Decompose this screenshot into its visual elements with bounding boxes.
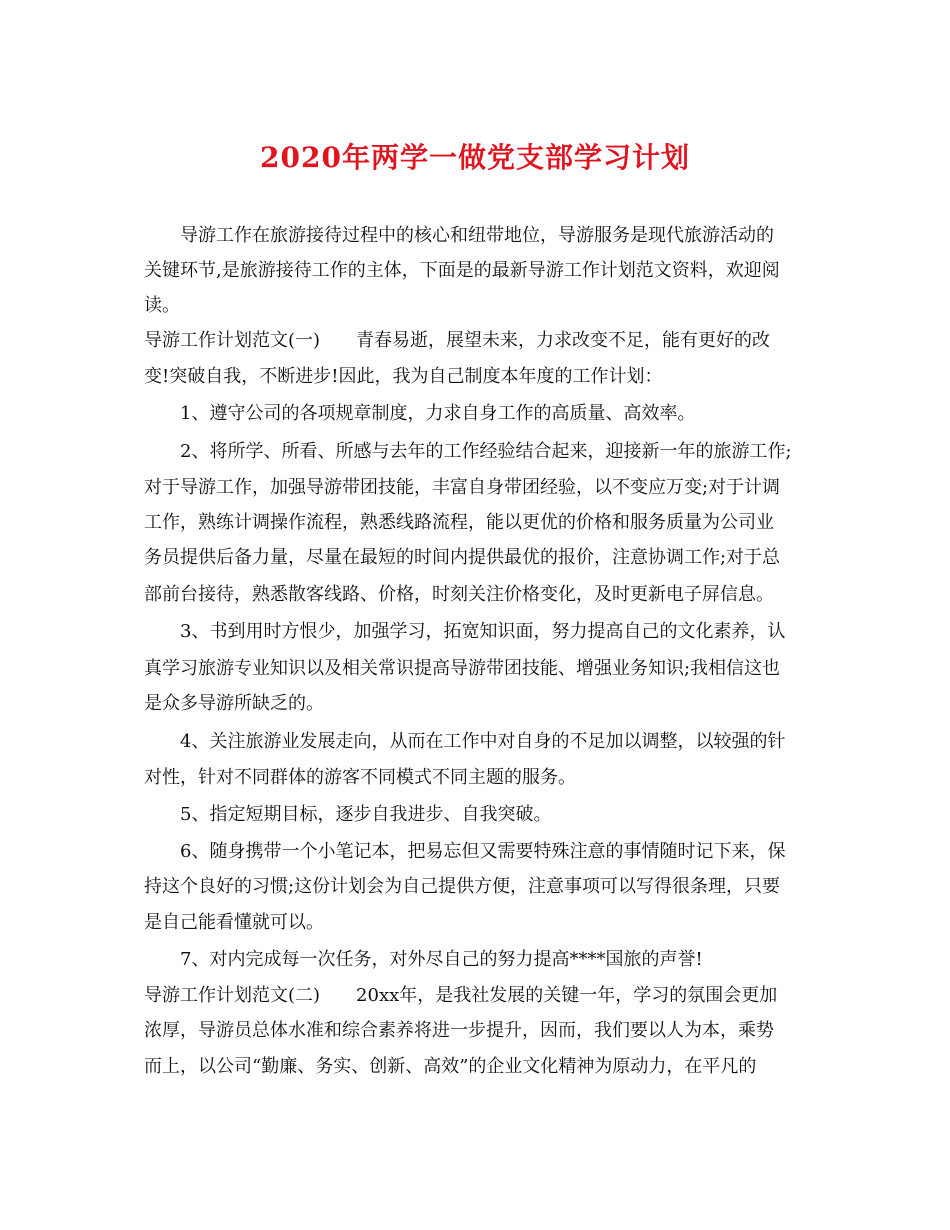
document-title: 2020年两学一做党支部学习计划 (260, 141, 690, 174)
text-line: 对于导游工作，加强导游带团技能，丰富自身带团经验，以不变应万变;对于计调 (144, 477, 781, 498)
text-line: 而上，以公司“勤廉、务实、创新、高效”的企业文化精神为原动力，在平凡的 (144, 1056, 757, 1077)
text-line: 持这个良好的习惯;这份计划会为自己提供方便，注意事项可以写得很条理，只要 (144, 876, 781, 897)
text-line: 真学习旅游专业知识以及相关常识提高导游带团技能、增强业务知识;我相信这也 (144, 658, 781, 679)
text-line: 2、将所学、所看、所感与去年的工作经验结合起来，迎接新一年的旅游工作; (180, 441, 792, 462)
text-line: 部前台接待，熟悉散客线路、价格，时刻关注价格变化，及时更新电子屏信息。 (144, 584, 774, 605)
text-line: 浓厚，导游员总体水准和综合素养将进一步提升，因而，我们要以人为本，乘势 (144, 1020, 774, 1041)
text-line: 导游工作计划范文(二) 20xx年，是我社发展的关键一年，学习的氛围会更加 (144, 985, 778, 1006)
text-line: 3、书到用时方恨少，加强学习，拓宽知识面，努力提高自己的文化素养，认 (180, 621, 786, 642)
text-line: 是自己能看懂就可以。 (144, 912, 324, 933)
text-line: 关键环节,是旅游接待工作的主体，下面是的最新导游工作计划范文资料，欢迎阅 (144, 260, 780, 281)
text-line: 读。 (144, 295, 180, 316)
text-line: 务员提供后备力量，尽量在最短的时间内提供最优的报价，注意协调工作;对于总 (144, 547, 781, 568)
text-line: 7、对内完成每一次任务，对外尽自己的努力提高****国旅的声誉! (180, 949, 703, 970)
text-line: 5、指定短期目标，逐步自我进步、自我突破。 (180, 804, 552, 825)
text-line: 变!突破自我，不断进步!因此，我为自己制度本年度的工作计划： (144, 366, 663, 387)
text-line: 1、遵守公司的各项规章制度，力求自身工作的高质量、高效率。 (180, 403, 696, 424)
text-line: 对性，针对不同群体的游客不同模式不同主题的服务。 (144, 767, 576, 788)
text-line: 是众多导游所缺乏的。 (144, 693, 324, 714)
text-line: 工作，熟练计调操作流程，熟悉线路流程，能以更优的价格和服务质量为公司业 (144, 512, 774, 533)
text-line: 6、随身携带一个小笔记本，把易忘但又需要特殊注意的事情随时记下来，保 (180, 841, 786, 862)
text-line: 导游工作计划范文(一) 青春易逝，展望未来，力求改变不足，能有更好的改 (144, 330, 771, 351)
text-line: 导游工作在旅游接待过程中的核心和纽带地位，导游服务是现代旅游活动的 (180, 225, 774, 246)
text-line: 4、关注旅游业发展走向，从而在工作中对自身的不足加以调整，以较强的针 (180, 731, 786, 752)
